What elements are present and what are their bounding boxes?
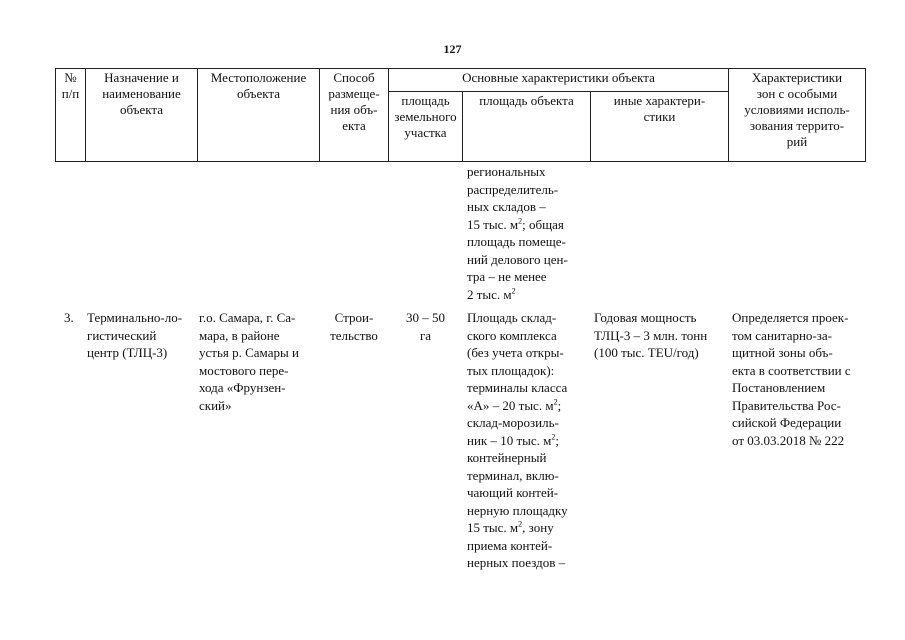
object-location: г.о. Самара, г. Са- мара, в районе устья р. Самары и мостового пере- хода «Фрунзен- ский» bbox=[199, 310, 299, 413]
other-characteristics-value: Годовая мощность ТЛЦ-3 – 3 млн. тонн (100 тыс. TEU/год) bbox=[594, 310, 708, 360]
header-num: № п/п bbox=[55, 68, 86, 162]
placement-method: Строи- тельство bbox=[330, 310, 378, 343]
header-zones: Характеристики зон с особыми условиями исполь- зования террито- рий bbox=[728, 68, 866, 162]
page-number: 127 bbox=[443, 42, 462, 56]
row-number: 3. bbox=[64, 310, 74, 325]
header-method: Способ размеще- ния объ- екта bbox=[319, 68, 389, 162]
land-area-value: 30 – 50 га bbox=[406, 310, 445, 343]
header-land-area: площадь земельного участка bbox=[388, 91, 463, 162]
object-area-value: Площадь склад- ского комплекса (без учета откры- тых площадок): терминалы класса «А» – 20 тыс. $м^2$; склад-морозиль- ник – 10 тыс. $м^2$; контейнерный терминал, вклю- чающий контей- нерную площадку 15 тыс. $м^2$, зону приема контей- нерных поездов – bbox=[467, 310, 568, 570]
continuation-text: региональных распределитель- ных складов – 15 тыс. $м^2$; общая площадь помеще- ний делового цен- тра – не менее 2 тыс. $м^2$ bbox=[467, 164, 568, 302]
header-main-characteristics: Основные характеристики объекта bbox=[388, 68, 729, 92]
zones-value: Определяется проек- том санитарно-за- щитной зоны объ- екта в соответствии с Постановлением Правительства Рос- сийской Федерации от 03.03.2018 № 222 bbox=[732, 310, 851, 448]
header-location: Местоположение объекта bbox=[197, 68, 320, 162]
header-other-characteristics: иные характери- стики bbox=[590, 91, 729, 162]
header-object-area: площадь объекта bbox=[462, 91, 591, 162]
header-name: Назначение и наименование объекта bbox=[85, 68, 198, 162]
object-name: Терминально-ло- гистический центр (ТЛЦ-3) bbox=[87, 310, 183, 360]
